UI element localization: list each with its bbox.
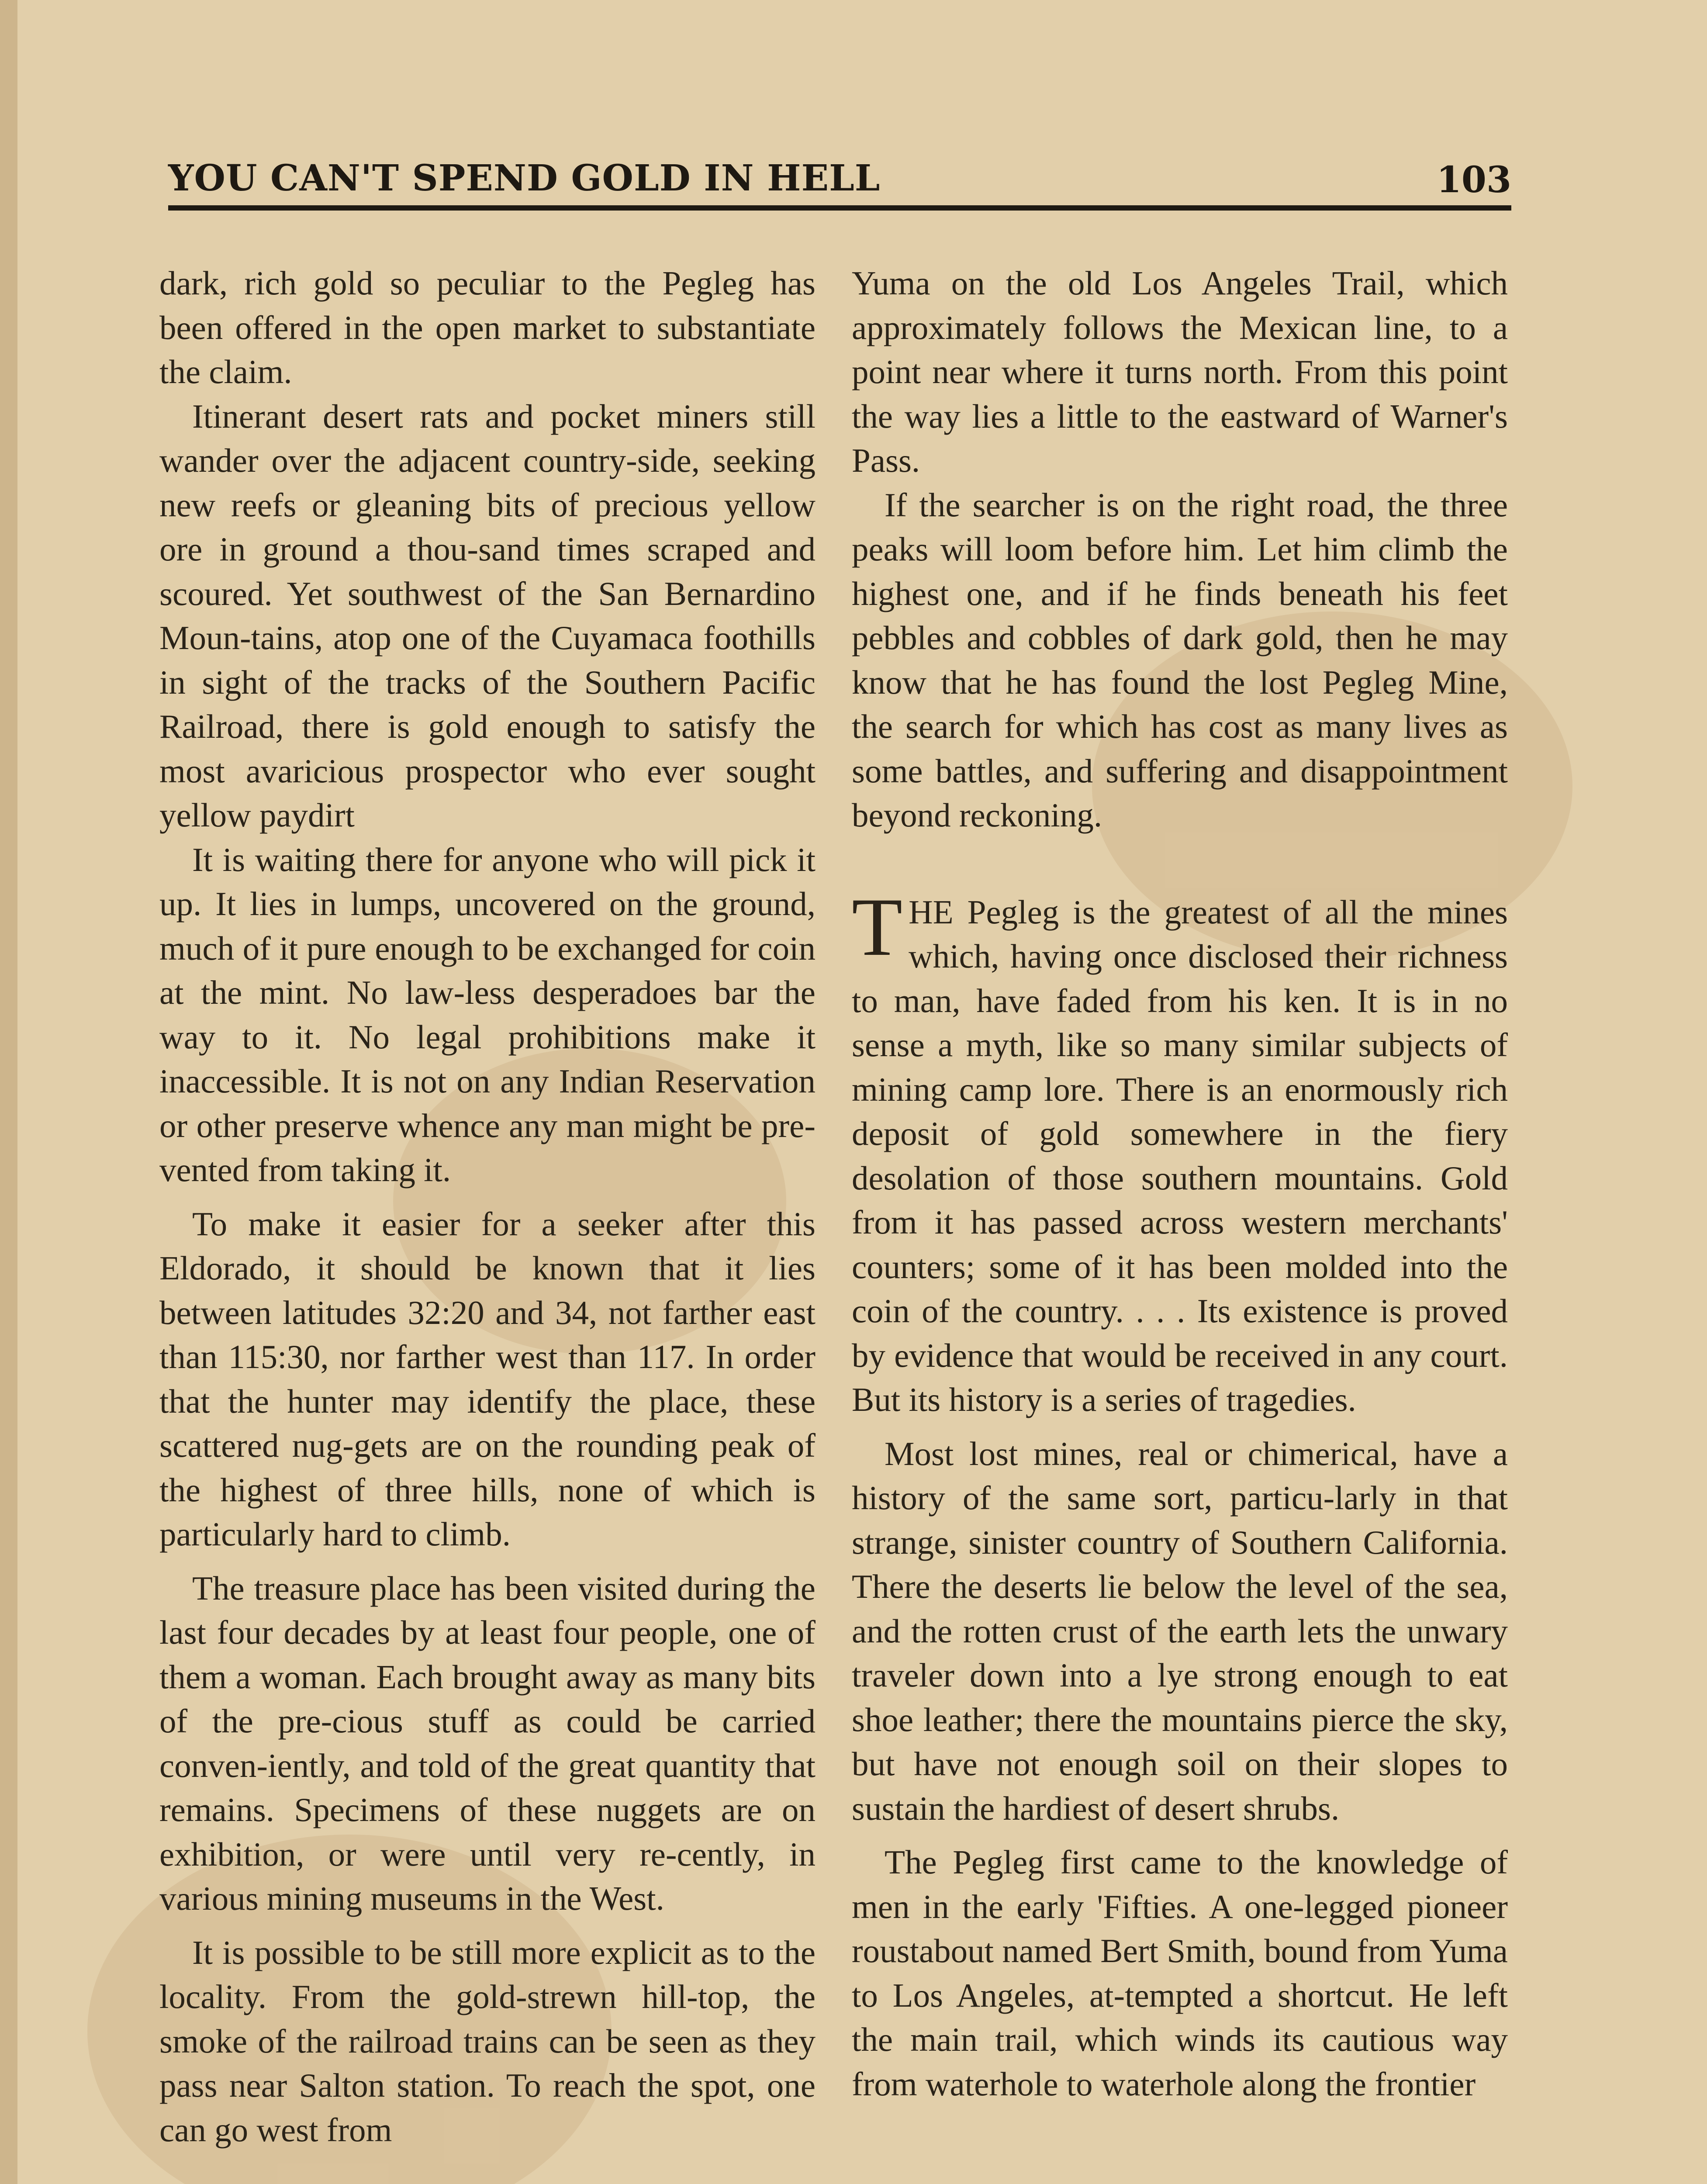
- paragraph: If the searcher is on the right road, the three peaks will loom before him. Let him climb the highest one, and if he finds beneath his feet pebbles and cobbles of dark gold, then he may know that he has found the lost Pegleg Mine, the search for which has cost as many lives as some battles, and suffering and disappointment beyond reckoning.: [852, 486, 1508, 834]
- paragraph: Itinerant desert rats and pocket miners still wander over the adjacent country-side, seeking new reefs or gleaning bits of precious yellow ore in ground a thou-sand times scraped and scoured. Yet southwest of the San Bernardino Moun-tains, atop one of the Cuyamaca foothills in sight of the tracks of the Southern Pacific Railroad, there is gold enough to satisfy the most avaricious prospector who ever sought yellow paydirt: [159, 397, 815, 834]
- paragraph-text: HE Pegleg is the greatest of all the mines which, having once disclosed their richness to man, have faded from his ken. It is in no sense a myth, like so many similar subjects of mining camp lore. There is an enormously rich deposit of gold somewhere in the fiery desolation of those southern mountains. Gold from it has passed across western merchants' counters; some of it has been molded into the coin of the country. . . . Its existence is proved by evidence that would be received in any court. But its history is a series of tragedies.: [852, 893, 1508, 1418]
- section-opening-paragraph: [852, 881, 1508, 1422]
- paragraph: It is possible to be still more explicit as to the locality. From the gold-strewn hill-top, the smoke of the railroad trains can be seen as they pass near Salton station. To reach the spot, one can go west from: [159, 1933, 815, 2149]
- paragraph: To make it easier for a seeker after this Eldorado, it should be known that it lies between latitudes 32:20 and 34, not farther east than 115:30, nor farther west than 117. In order that the hunter may identify the place, these scattered nug-gets are on the rounding peak of the highest of three hills, none of which is particularly hard to climb.: [159, 1205, 815, 1553]
- paragraph: Most lost mines, real or chimerical, have a history of the same sort, particu-larly in that strange, sinister country of Southern California. There the deserts lie below the level of the sea, and the rotten crust of the earth lets the unwary traveler down into a lye strong enough to eat shoe leather; there the mountains pierce the sky, but have not enough soil on their slopes to sustain the hardiest of desert shrubs.: [852, 1434, 1508, 1827]
- header-title: YOU CAN'T SPEND GOLD IN HELL: [168, 157, 881, 199]
- paragraph: dark, rich gold so peculiar to the Pegleg has been offered in the open market to substantiate the claim.: [159, 264, 815, 390]
- right-column: [852, 261, 1508, 2106]
- page-edge: [0, 0, 17, 2184]
- running-header: [168, 149, 1511, 211]
- paragraph: The Pegleg first came to the knowledge of men in the early 'Fifties. A one-legged pioneer roustabout named Bert Smith, bound from Yuma to Los Angeles, at-tempted a shortcut. He left the main trail, which winds its cautious way from waterhole to waterhole along the frontier: [852, 1843, 1508, 2103]
- page-number: 103: [1436, 159, 1511, 201]
- left-column: [159, 261, 815, 2152]
- paragraph: The treasure place has been visited during the last four decades by at least four people, one of them a woman. Each brought away as many bits of the pre-cious stuff as could be carried conven-iently, and told of the great quantity that remains. Specimens of these nuggets are on exhibition, or were until very re-cently, in various mining museums in the West.: [159, 1569, 815, 1917]
- paragraph: It is waiting there for anyone who will pick it up. It lies in lumps, uncovered on the ground, much of it pure enough to be exchanged for coin at the mint. No law-less desperadoes bar the way to it. No legal prohibitions make it inaccessible. It is not on any Indian Reservation or other preserve whence any man might be pre-vented from taking it.: [159, 840, 815, 1189]
- drop-cap: T: [852, 881, 903, 973]
- paragraph: Yuma on the old Los Angeles Trail, which approximately follows the Mexican line, to a point near where it turns north. From this point the way lies a little to the eastward of Warner's Pass.: [852, 264, 1508, 479]
